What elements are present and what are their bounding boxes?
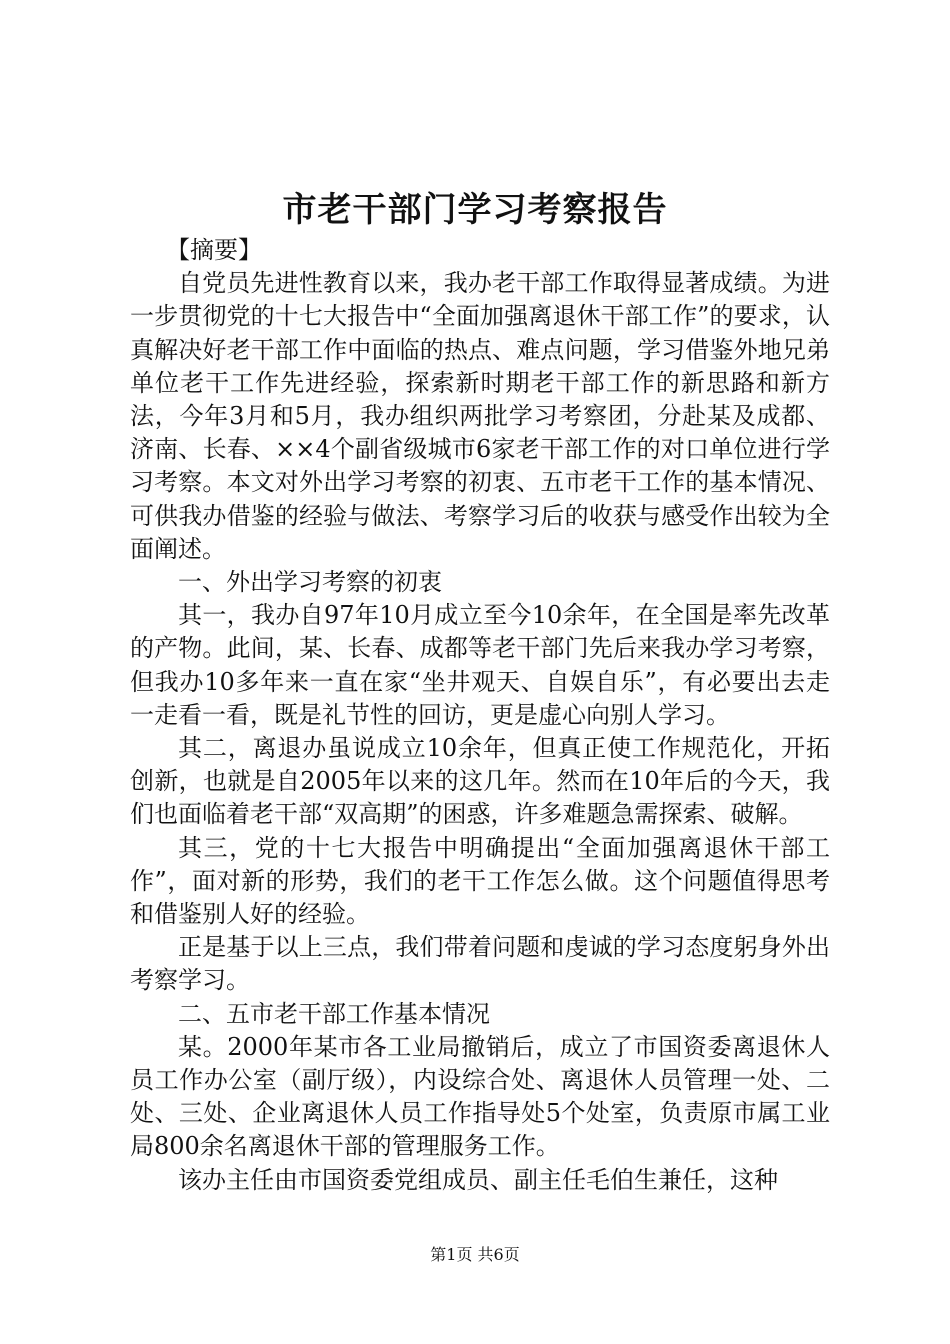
section-heading-1: 一、外出学习考察的初衷 [178, 568, 442, 597]
paragraph-reason-2: 其二，离退办虽说成立10余年，但真正使工作规范化，开拓创新，也就是自2005年以来的这几年。然而在10年后的今天，我们也面临着老干部“双高期”的困惑，许多难题急需探索、破解。 [130, 734, 830, 829]
page-number: 第1页 共6页 [430, 1245, 520, 1264]
paragraph-city-1: 某。2000年某市各工业局撤销后，成立了市国资委离退休人员工作办公室（副厅级），内设综合处、离退休人员管理一处、二处、三处、企业离退休人员工作指导处5个处室，负责原市属工业局800余名离退休干部的管理服务工作。 [130, 1032, 830, 1161]
abstract-label: 【摘要】 [166, 236, 262, 264]
document-title: 市老干部门学习考察报告 [282, 190, 668, 230]
paragraph-reason-1: 其一，我办自97年10月成立至今10余年，在全国是率先改革的产物。此间，某、长春、成都等老干部门先后来我办学习考察，但我办10多年来一直在家“坐井观天、自娱自乐”，有必要出去走一走看一看，既是礼节性的回访，更是虚心向别人学习。 [130, 601, 830, 729]
paragraph-reason-3: 其三，党的十七大报告中明确提出“全面加强离退休干部工作”，面对新的形势，我们的老干工作怎么做。这个问题值得思考和借鉴别人好的经验。 [130, 833, 830, 929]
paragraph-city-1-cont: 该办主任由市国资委党组成员、副主任毛伯生兼任，这种 [178, 1165, 778, 1194]
section-heading-2: 二、五市老干部工作基本情况 [178, 999, 490, 1028]
document-body [130, 234, 830, 1197]
paragraph-summary: 正是基于以上三点，我们带着问题和虔诚的学习态度躬身外出考察学习。 [130, 933, 830, 995]
paragraph-abstract: 自党员先进性教育以来，我办老干部工作取得显著成绩。为进一步贯彻党的十七大报告中“全面加强离退休干部工作”的要求，认真解决好老干部工作中面临的热点、难点问题，学习借鉴外地兄弟单位老干工作先进经验，探索新时期老干部工作的新思路和新方法，今年3月和5月，我办组织两批学习考察团，分赴某及成都、济南、长春、××4个副省级城市6家老干部工作的对口单位进行学习考察。本文对外出学习考察的初衷、五市老干工作的基本情况、可供我办借鉴的经验与做法、考察学习后的收获与感受作出较为全面阐述。 [130, 269, 830, 563]
